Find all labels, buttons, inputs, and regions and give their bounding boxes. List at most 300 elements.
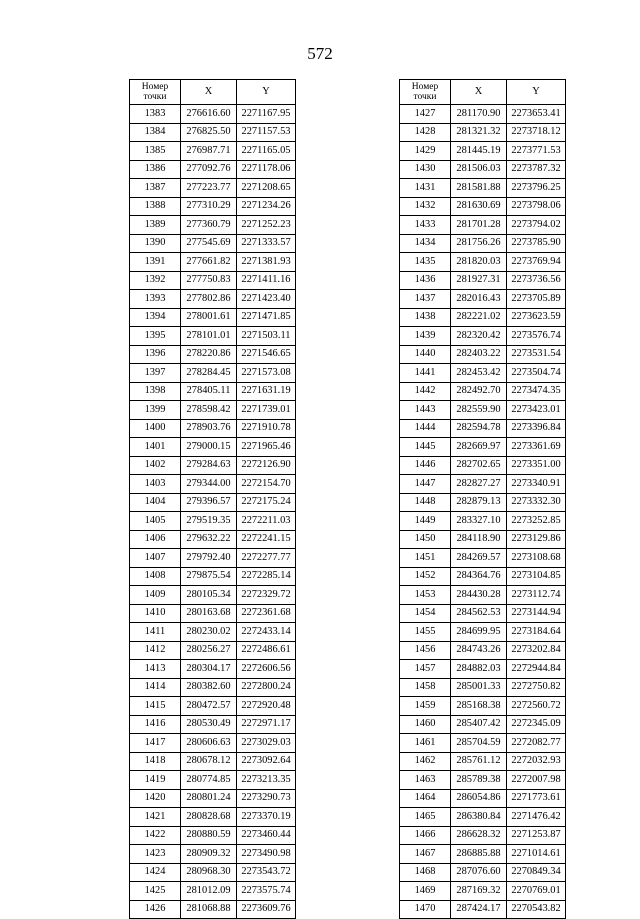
table-row bbox=[400, 123, 566, 142]
y-coordinate-cell: 2271739.01 bbox=[237, 401, 296, 420]
x-coordinate-cell: 278903.76 bbox=[181, 419, 237, 438]
y-coordinate-cell: 2270849.34 bbox=[507, 863, 566, 882]
x-coordinate-cell: 281630.69 bbox=[451, 197, 507, 216]
table-row bbox=[400, 197, 566, 216]
y-coordinate-cell: 2271773.61 bbox=[507, 789, 566, 808]
point-number-cell: 1391 bbox=[130, 253, 181, 272]
x-coordinate-cell: 280909.32 bbox=[181, 845, 237, 864]
table-row bbox=[400, 808, 566, 827]
table-row bbox=[130, 863, 296, 882]
y-coordinate-cell: 2272944.84 bbox=[507, 660, 566, 679]
y-coordinate-cell: 2273252.85 bbox=[507, 512, 566, 531]
point-number-cell: 1406 bbox=[130, 530, 181, 549]
y-coordinate-cell: 2271471.85 bbox=[237, 308, 296, 327]
x-coordinate-cell: 284269.57 bbox=[451, 549, 507, 568]
table-row bbox=[400, 641, 566, 660]
point-number-cell: 1458 bbox=[400, 678, 451, 697]
y-coordinate-cell: 2273576.74 bbox=[507, 327, 566, 346]
y-coordinate-cell: 2272082.77 bbox=[507, 734, 566, 753]
x-coordinate-cell: 281701.28 bbox=[451, 216, 507, 235]
x-coordinate-cell: 276987.71 bbox=[181, 142, 237, 161]
x-coordinate-cell: 280256.27 bbox=[181, 641, 237, 660]
x-coordinate-cell: 279632.22 bbox=[181, 530, 237, 549]
point-number-cell: 1424 bbox=[130, 863, 181, 882]
point-number-cell: 1400 bbox=[130, 419, 181, 438]
y-coordinate-cell: 2272560.72 bbox=[507, 697, 566, 716]
table-row bbox=[130, 549, 296, 568]
y-coordinate-cell: 2273798.06 bbox=[507, 197, 566, 216]
point-number-cell: 1444 bbox=[400, 419, 451, 438]
header-point-number-line1: Номер bbox=[141, 82, 169, 92]
x-coordinate-cell: 281321.32 bbox=[451, 123, 507, 142]
x-coordinate-cell: 281012.09 bbox=[181, 882, 237, 901]
point-number-cell: 1408 bbox=[130, 567, 181, 586]
y-coordinate-cell: 2272032.93 bbox=[507, 752, 566, 771]
x-coordinate-cell: 277092.76 bbox=[181, 160, 237, 179]
y-coordinate-cell: 2271503.11 bbox=[237, 327, 296, 346]
x-coordinate-cell: 278220.86 bbox=[181, 345, 237, 364]
point-number-cell: 1430 bbox=[400, 160, 451, 179]
table-row bbox=[400, 623, 566, 642]
x-coordinate-cell: 282320.42 bbox=[451, 327, 507, 346]
point-number-cell: 1450 bbox=[400, 530, 451, 549]
table-row bbox=[400, 660, 566, 679]
table-row bbox=[400, 530, 566, 549]
y-coordinate-cell: 2270769.01 bbox=[507, 882, 566, 901]
x-coordinate-cell: 282879.13 bbox=[451, 493, 507, 512]
point-number-cell: 1437 bbox=[400, 290, 451, 309]
point-number-cell: 1464 bbox=[400, 789, 451, 808]
table-row bbox=[400, 900, 566, 919]
point-number-cell: 1446 bbox=[400, 456, 451, 475]
point-number-cell: 1418 bbox=[130, 752, 181, 771]
point-number-cell: 1455 bbox=[400, 623, 451, 642]
table-row bbox=[130, 105, 296, 124]
table-row bbox=[130, 530, 296, 549]
point-number-cell: 1413 bbox=[130, 660, 181, 679]
point-number-cell: 1433 bbox=[400, 216, 451, 235]
table-row bbox=[400, 290, 566, 309]
page-number: 572 bbox=[307, 44, 333, 63]
point-number-cell: 1383 bbox=[130, 105, 181, 124]
y-coordinate-cell: 2273092.64 bbox=[237, 752, 296, 771]
table-row bbox=[400, 752, 566, 771]
point-number-cell: 1459 bbox=[400, 697, 451, 716]
table-row bbox=[130, 900, 296, 919]
x-coordinate-cell: 282453.42 bbox=[451, 364, 507, 383]
y-coordinate-cell: 2272433.14 bbox=[237, 623, 296, 642]
x-coordinate-cell: 285704.59 bbox=[451, 734, 507, 753]
header-x: X bbox=[181, 80, 237, 105]
point-number-cell: 1402 bbox=[130, 456, 181, 475]
table-row bbox=[400, 456, 566, 475]
table-row bbox=[130, 697, 296, 716]
y-coordinate-cell: 2272345.09 bbox=[507, 715, 566, 734]
y-coordinate-cell: 2273543.72 bbox=[237, 863, 296, 882]
table-row bbox=[130, 604, 296, 623]
point-number-cell: 1427 bbox=[400, 105, 451, 124]
y-coordinate-cell: 2273460.44 bbox=[237, 826, 296, 845]
y-coordinate-cell: 2273361.69 bbox=[507, 438, 566, 457]
x-coordinate-cell: 279875.54 bbox=[181, 567, 237, 586]
y-coordinate-cell: 2273796.25 bbox=[507, 179, 566, 198]
x-coordinate-cell: 284364.76 bbox=[451, 567, 507, 586]
x-coordinate-cell: 279000.15 bbox=[181, 438, 237, 457]
table-row bbox=[400, 697, 566, 716]
x-coordinate-cell: 284882.03 bbox=[451, 660, 507, 679]
y-coordinate-cell: 2273290.73 bbox=[237, 789, 296, 808]
point-number-cell: 1460 bbox=[400, 715, 451, 734]
table-row bbox=[130, 364, 296, 383]
point-number-cell: 1398 bbox=[130, 382, 181, 401]
x-coordinate-cell: 280880.59 bbox=[181, 826, 237, 845]
y-coordinate-cell: 2273623.59 bbox=[507, 308, 566, 327]
y-coordinate-cell: 2273202.84 bbox=[507, 641, 566, 660]
y-coordinate-cell: 2272277.77 bbox=[237, 549, 296, 568]
table-header-row bbox=[400, 80, 566, 105]
y-coordinate-cell: 2271165.05 bbox=[237, 142, 296, 161]
point-number-cell: 1407 bbox=[130, 549, 181, 568]
table-row bbox=[400, 882, 566, 901]
header-point-number-line1: Номер bbox=[411, 82, 439, 92]
table-row bbox=[130, 271, 296, 290]
point-number-cell: 1466 bbox=[400, 826, 451, 845]
y-coordinate-cell: 2271208.65 bbox=[237, 179, 296, 198]
y-coordinate-cell: 2271423.40 bbox=[237, 290, 296, 309]
table-row bbox=[400, 308, 566, 327]
y-coordinate-cell: 2270543.82 bbox=[507, 900, 566, 919]
table-row bbox=[400, 253, 566, 272]
x-coordinate-cell: 280606.63 bbox=[181, 734, 237, 753]
x-coordinate-cell: 285001.33 bbox=[451, 678, 507, 697]
x-coordinate-cell: 281445.19 bbox=[451, 142, 507, 161]
y-coordinate-cell: 2273144.94 bbox=[507, 604, 566, 623]
x-coordinate-cell: 280678.12 bbox=[181, 752, 237, 771]
table-row bbox=[130, 234, 296, 253]
point-number-cell: 1448 bbox=[400, 493, 451, 512]
table-row bbox=[130, 660, 296, 679]
x-coordinate-cell: 280163.68 bbox=[181, 604, 237, 623]
table-header-row bbox=[130, 80, 296, 105]
x-coordinate-cell: 284430.28 bbox=[451, 586, 507, 605]
x-coordinate-cell: 281170.90 bbox=[451, 105, 507, 124]
y-coordinate-cell: 2271910.78 bbox=[237, 419, 296, 438]
y-coordinate-cell: 2273108.68 bbox=[507, 549, 566, 568]
table-row bbox=[130, 216, 296, 235]
point-number-cell: 1461 bbox=[400, 734, 451, 753]
y-coordinate-cell: 2273718.12 bbox=[507, 123, 566, 142]
table-row bbox=[130, 567, 296, 586]
y-coordinate-cell: 2271546.65 bbox=[237, 345, 296, 364]
x-coordinate-cell: 279396.57 bbox=[181, 493, 237, 512]
point-number-cell: 1453 bbox=[400, 586, 451, 605]
table-row bbox=[130, 142, 296, 161]
x-coordinate-cell: 286380.84 bbox=[451, 808, 507, 827]
y-coordinate-cell: 2272211.03 bbox=[237, 512, 296, 531]
x-coordinate-cell: 284562.53 bbox=[451, 604, 507, 623]
point-number-cell: 1422 bbox=[130, 826, 181, 845]
point-number-cell: 1462 bbox=[400, 752, 451, 771]
table-row bbox=[130, 327, 296, 346]
y-coordinate-cell: 2273112.74 bbox=[507, 586, 566, 605]
y-coordinate-cell: 2273705.89 bbox=[507, 290, 566, 309]
header-point-number bbox=[130, 80, 181, 105]
table-row bbox=[400, 715, 566, 734]
table-row bbox=[130, 253, 296, 272]
y-coordinate-cell: 2273370.19 bbox=[237, 808, 296, 827]
table-row bbox=[130, 456, 296, 475]
point-number-cell: 1441 bbox=[400, 364, 451, 383]
y-coordinate-cell: 2272175.24 bbox=[237, 493, 296, 512]
point-number-cell: 1423 bbox=[130, 845, 181, 864]
y-coordinate-cell: 2272007.98 bbox=[507, 771, 566, 790]
x-coordinate-cell: 281506.03 bbox=[451, 160, 507, 179]
point-number-cell: 1388 bbox=[130, 197, 181, 216]
y-coordinate-cell: 2273794.02 bbox=[507, 216, 566, 235]
x-coordinate-cell: 283327.10 bbox=[451, 512, 507, 531]
table-row bbox=[400, 160, 566, 179]
table-row bbox=[130, 678, 296, 697]
x-coordinate-cell: 286054.86 bbox=[451, 789, 507, 808]
point-number-cell: 1411 bbox=[130, 623, 181, 642]
x-coordinate-cell: 278284.45 bbox=[181, 364, 237, 383]
y-coordinate-cell: 2273104.85 bbox=[507, 567, 566, 586]
point-number-cell: 1456 bbox=[400, 641, 451, 660]
coordinates-table-left bbox=[129, 79, 296, 919]
y-coordinate-cell: 2273423.01 bbox=[507, 401, 566, 420]
x-coordinate-cell: 280774.85 bbox=[181, 771, 237, 790]
y-coordinate-cell: 2271014.61 bbox=[507, 845, 566, 864]
x-coordinate-cell: 282702.65 bbox=[451, 456, 507, 475]
table-row bbox=[400, 401, 566, 420]
x-coordinate-cell: 282827.27 bbox=[451, 475, 507, 494]
table-row bbox=[400, 364, 566, 383]
point-number-cell: 1404 bbox=[130, 493, 181, 512]
point-number-cell: 1434 bbox=[400, 234, 451, 253]
x-coordinate-cell: 281756.26 bbox=[451, 234, 507, 253]
table-row bbox=[400, 419, 566, 438]
point-number-cell: 1390 bbox=[130, 234, 181, 253]
x-coordinate-cell: 277545.69 bbox=[181, 234, 237, 253]
table-row bbox=[130, 826, 296, 845]
point-number-cell: 1389 bbox=[130, 216, 181, 235]
x-coordinate-cell: 281581.88 bbox=[451, 179, 507, 198]
y-coordinate-cell: 2273769.94 bbox=[507, 253, 566, 272]
table-row bbox=[130, 586, 296, 605]
y-coordinate-cell: 2273340.91 bbox=[507, 475, 566, 494]
y-coordinate-cell: 2273771.53 bbox=[507, 142, 566, 161]
x-coordinate-cell: 285789.38 bbox=[451, 771, 507, 790]
point-number-cell: 1387 bbox=[130, 179, 181, 198]
table-row bbox=[400, 771, 566, 790]
x-coordinate-cell: 286628.32 bbox=[451, 826, 507, 845]
x-coordinate-cell: 278405.11 bbox=[181, 382, 237, 401]
x-coordinate-cell: 279792.40 bbox=[181, 549, 237, 568]
x-coordinate-cell: 278001.61 bbox=[181, 308, 237, 327]
x-coordinate-cell: 282594.78 bbox=[451, 419, 507, 438]
point-number-cell: 1419 bbox=[130, 771, 181, 790]
table-row bbox=[400, 604, 566, 623]
x-coordinate-cell: 278101.01 bbox=[181, 327, 237, 346]
table-row bbox=[400, 567, 566, 586]
y-coordinate-cell: 2273396.84 bbox=[507, 419, 566, 438]
y-coordinate-cell: 2272800.24 bbox=[237, 678, 296, 697]
table-row bbox=[130, 197, 296, 216]
header-point-number bbox=[400, 80, 451, 105]
table-row bbox=[400, 549, 566, 568]
x-coordinate-cell: 279344.00 bbox=[181, 475, 237, 494]
point-number-cell: 1442 bbox=[400, 382, 451, 401]
point-number-cell: 1454 bbox=[400, 604, 451, 623]
point-number-cell: 1449 bbox=[400, 512, 451, 531]
point-number-cell: 1393 bbox=[130, 290, 181, 309]
point-number-cell: 1457 bbox=[400, 660, 451, 679]
x-coordinate-cell: 279284.63 bbox=[181, 456, 237, 475]
table-row bbox=[400, 105, 566, 124]
header-y: Y bbox=[237, 80, 296, 105]
y-coordinate-cell: 2272241.15 bbox=[237, 530, 296, 549]
x-coordinate-cell: 282669.97 bbox=[451, 438, 507, 457]
table-row bbox=[130, 623, 296, 642]
x-coordinate-cell: 280472.57 bbox=[181, 697, 237, 716]
y-coordinate-cell: 2272971.17 bbox=[237, 715, 296, 734]
point-number-cell: 1443 bbox=[400, 401, 451, 420]
y-coordinate-cell: 2271252.23 bbox=[237, 216, 296, 235]
point-number-cell: 1395 bbox=[130, 327, 181, 346]
y-coordinate-cell: 2271631.19 bbox=[237, 382, 296, 401]
y-coordinate-cell: 2273787.32 bbox=[507, 160, 566, 179]
point-number-cell: 1385 bbox=[130, 142, 181, 161]
point-number-cell: 1384 bbox=[130, 123, 181, 142]
x-coordinate-cell: 282559.90 bbox=[451, 401, 507, 420]
y-coordinate-cell: 2272154.70 bbox=[237, 475, 296, 494]
point-number-cell: 1451 bbox=[400, 549, 451, 568]
x-coordinate-cell: 282221.02 bbox=[451, 308, 507, 327]
point-number-cell: 1414 bbox=[130, 678, 181, 697]
point-number-cell: 1416 bbox=[130, 715, 181, 734]
y-coordinate-cell: 2273351.00 bbox=[507, 456, 566, 475]
table-row bbox=[400, 345, 566, 364]
coordinates-table-right bbox=[399, 79, 566, 919]
table-row bbox=[400, 234, 566, 253]
point-number-cell: 1465 bbox=[400, 808, 451, 827]
table-row bbox=[400, 826, 566, 845]
point-number-cell: 1405 bbox=[130, 512, 181, 531]
x-coordinate-cell: 285761.12 bbox=[451, 752, 507, 771]
table-row bbox=[130, 401, 296, 420]
table-row bbox=[400, 327, 566, 346]
x-coordinate-cell: 277360.79 bbox=[181, 216, 237, 235]
point-number-cell: 1436 bbox=[400, 271, 451, 290]
x-coordinate-cell: 284699.95 bbox=[451, 623, 507, 642]
y-coordinate-cell: 2273575.74 bbox=[237, 882, 296, 901]
point-number-cell: 1429 bbox=[400, 142, 451, 161]
table-row bbox=[400, 179, 566, 198]
header-point-number-line2: точки bbox=[143, 92, 167, 102]
x-coordinate-cell: 278598.42 bbox=[181, 401, 237, 420]
table-row bbox=[130, 160, 296, 179]
table-row bbox=[130, 419, 296, 438]
y-coordinate-cell: 2273474.35 bbox=[507, 382, 566, 401]
x-coordinate-cell: 285168.38 bbox=[451, 697, 507, 716]
x-coordinate-cell: 277223.77 bbox=[181, 179, 237, 198]
y-coordinate-cell: 2272361.68 bbox=[237, 604, 296, 623]
y-coordinate-cell: 2271381.93 bbox=[237, 253, 296, 272]
table-row bbox=[400, 142, 566, 161]
y-coordinate-cell: 2272285.14 bbox=[237, 567, 296, 586]
table-row bbox=[400, 845, 566, 864]
point-number-cell: 1452 bbox=[400, 567, 451, 586]
y-coordinate-cell: 2271167.95 bbox=[237, 105, 296, 124]
y-coordinate-cell: 2271965.46 bbox=[237, 438, 296, 457]
table-row bbox=[130, 123, 296, 142]
point-number-cell: 1439 bbox=[400, 327, 451, 346]
table-row bbox=[130, 771, 296, 790]
header-point-number-line2: точки bbox=[413, 92, 437, 102]
table-row bbox=[130, 752, 296, 771]
point-number-cell: 1415 bbox=[130, 697, 181, 716]
table-row bbox=[400, 271, 566, 290]
table-row bbox=[130, 512, 296, 531]
y-coordinate-cell: 2271178.06 bbox=[237, 160, 296, 179]
point-number-cell: 1469 bbox=[400, 882, 451, 901]
y-coordinate-cell: 2271157.53 bbox=[237, 123, 296, 142]
x-coordinate-cell: 277802.86 bbox=[181, 290, 237, 309]
point-number-cell: 1386 bbox=[130, 160, 181, 179]
point-number-cell: 1412 bbox=[130, 641, 181, 660]
y-coordinate-cell: 2272920.48 bbox=[237, 697, 296, 716]
point-number-cell: 1467 bbox=[400, 845, 451, 864]
table-row bbox=[130, 734, 296, 753]
y-coordinate-cell: 2272486.61 bbox=[237, 641, 296, 660]
y-coordinate-cell: 2271573.08 bbox=[237, 364, 296, 383]
point-number-cell: 1431 bbox=[400, 179, 451, 198]
y-coordinate-cell: 2271333.57 bbox=[237, 234, 296, 253]
point-number-cell: 1420 bbox=[130, 789, 181, 808]
table-row bbox=[400, 512, 566, 531]
x-coordinate-cell: 280230.02 bbox=[181, 623, 237, 642]
table-row bbox=[400, 863, 566, 882]
y-coordinate-cell: 2272606.56 bbox=[237, 660, 296, 679]
point-number-cell: 1417 bbox=[130, 734, 181, 753]
y-coordinate-cell: 2273531.54 bbox=[507, 345, 566, 364]
table-row bbox=[130, 715, 296, 734]
table-row bbox=[130, 382, 296, 401]
point-number-cell: 1425 bbox=[130, 882, 181, 901]
table-row bbox=[130, 882, 296, 901]
table-row bbox=[400, 789, 566, 808]
table-row bbox=[130, 845, 296, 864]
x-coordinate-cell: 277750.83 bbox=[181, 271, 237, 290]
point-number-cell: 1470 bbox=[400, 900, 451, 919]
x-coordinate-cell: 284743.26 bbox=[451, 641, 507, 660]
header-x: X bbox=[451, 80, 507, 105]
x-coordinate-cell: 277310.29 bbox=[181, 197, 237, 216]
table-row bbox=[130, 808, 296, 827]
point-number-cell: 1410 bbox=[130, 604, 181, 623]
point-number-cell: 1432 bbox=[400, 197, 451, 216]
point-number-cell: 1403 bbox=[130, 475, 181, 494]
point-number-cell: 1463 bbox=[400, 771, 451, 790]
x-coordinate-cell: 284118.90 bbox=[451, 530, 507, 549]
x-coordinate-cell: 287169.32 bbox=[451, 882, 507, 901]
x-coordinate-cell: 277661.82 bbox=[181, 253, 237, 272]
point-number-cell: 1426 bbox=[130, 900, 181, 919]
table-row bbox=[130, 641, 296, 660]
point-number-cell: 1447 bbox=[400, 475, 451, 494]
x-coordinate-cell: 279519.35 bbox=[181, 512, 237, 531]
y-coordinate-cell: 2273213.35 bbox=[237, 771, 296, 790]
